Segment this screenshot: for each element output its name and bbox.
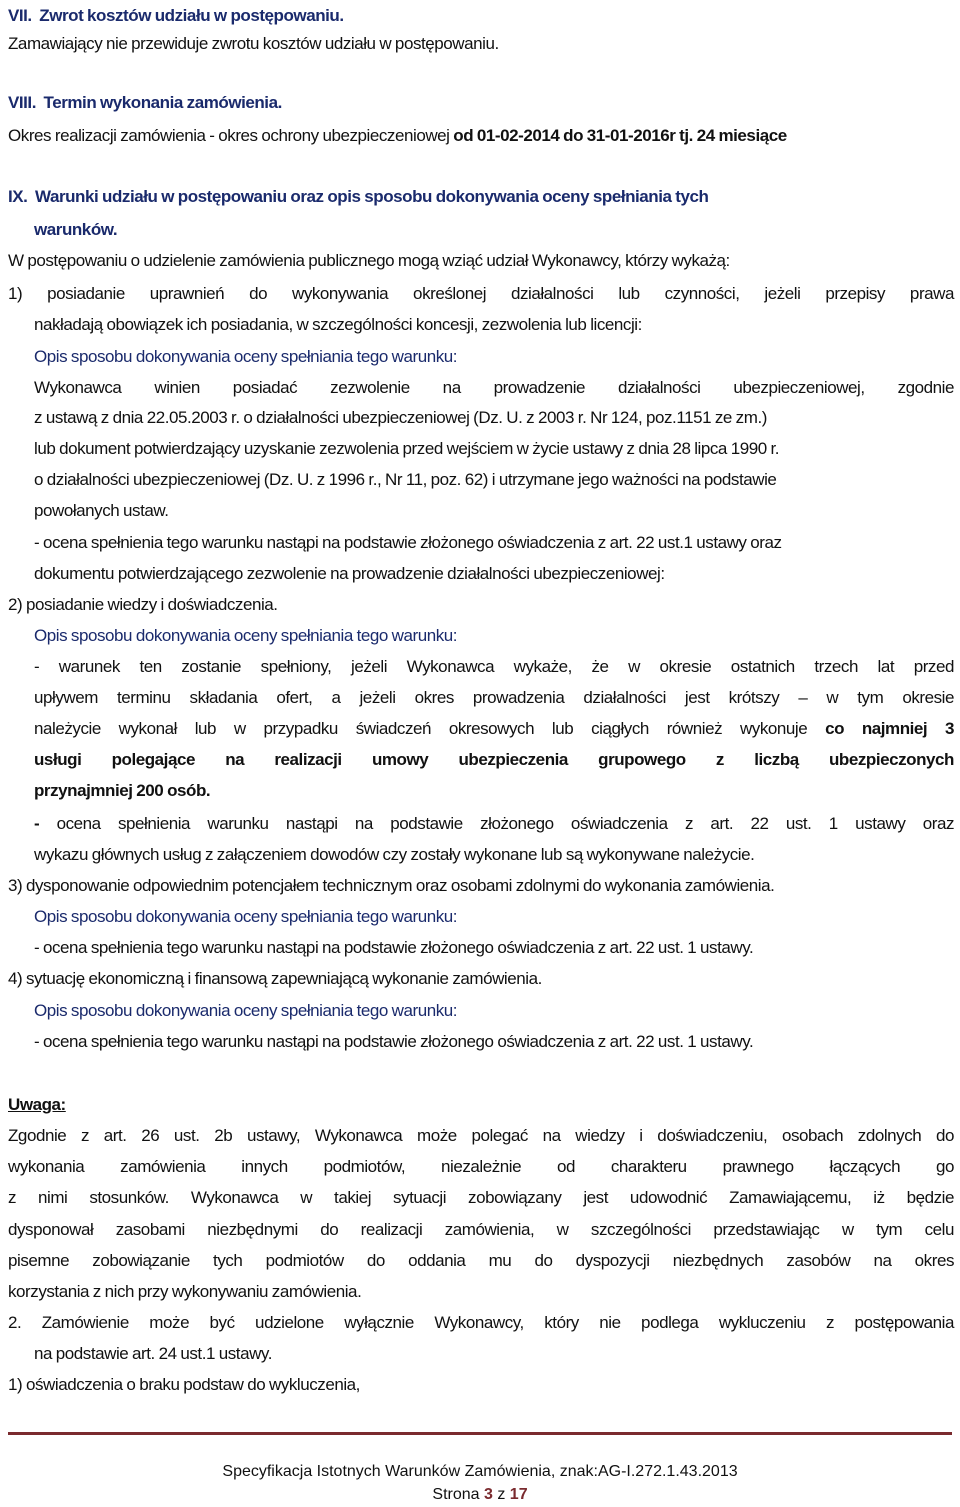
section-viii-text-bold: od 01-02-2014 do 31-01-2016r tj. 24 miesiące — [453, 126, 787, 145]
condition-2-assess-3-bold: co najmniej 3 — [825, 719, 955, 738]
footer-rule — [8, 1432, 952, 1435]
ix-intro: W postępowaniu o udzielenie zamówienia publicznego mogą wziąć udział Wykonawcy, którzy wykażą: — [8, 251, 730, 270]
section-ix-heading — [8, 185, 708, 209]
section-ix-number: IX. — [8, 187, 28, 206]
footer-strona-label: Strona — [432, 1486, 480, 1503]
uwaga-line-6: korzystania z nich przy wykonywaniu zamówienia. — [8, 1282, 362, 1301]
footer-z-label: z — [497, 1486, 506, 1503]
condition-2-eval-2: wykazu głównych usług z załączeniem dowodów czy zostały wykonane lub są wykonywane należycie. — [34, 845, 755, 864]
condition-2-assess-3 — [34, 717, 954, 741]
condition-1-assess-7: dokumentu potwierdzającego zezwolenie na prowadzenie działalności ubezpieczeniowej: — [34, 564, 665, 583]
condition-2-opis: Opis sposobu dokonywania oceny spełniania tego warunku: — [34, 626, 458, 645]
uwaga-point-2-line-2: na podstawie art. 24 ust.1 ustawy. — [34, 1344, 272, 1363]
footer-total-pages: 17 — [509, 1486, 528, 1503]
footer-spec: Specyfikacja Istotnych Warunków Zamówienia, znak:AG-I.272.1.43.2013 — [222, 1463, 738, 1480]
uwaga-point-2-line-1: 2. Zamówienie może być udzielone wyłącznie Wykonawcy, który nie podlega wykluczeniu z postępowania — [8, 1313, 954, 1332]
condition-1-assess-5: powołanych ustaw. — [34, 501, 169, 520]
condition-2-eval-dash: - — [34, 814, 40, 833]
condition-3-opis: Opis sposobu dokonywania oceny spełniania tego warunku: — [34, 907, 458, 926]
condition-3-assess-1: - ocena spełnienia tego warunku nastąpi na podstawie złożonego oświadczenia z art. 22 ust. 1 ustawy. — [34, 938, 754, 957]
condition-2-assess-5: przynajmniej 200 osób. — [34, 781, 211, 800]
uwaga-line-3: z nimi stosunków. Wykonawca w takiej sytuacji zobowiązany jest udowodnić Zamawiającemu, iż będzie — [8, 1188, 954, 1207]
uwaga-point-3: 1) oświadczenia o braku podstaw do wykluczenia, — [8, 1375, 360, 1394]
section-vii-number: VII. — [8, 6, 32, 25]
section-ix-title-line2: warunków. — [34, 220, 118, 239]
section-ix-title-line1: Warunki udziału w postępowaniu oraz opis sposobu dokonywania oceny spełniania tych — [34, 187, 709, 206]
condition-4-opis: Opis sposobu dokonywania oceny spełniania tego warunku: — [34, 1001, 458, 1020]
uwaga-line-2: wykonania zamówienia innych podmiotów, niezależnie od charakteru prawnego łączących go — [8, 1157, 954, 1176]
uwaga-line-4: dysponował zasobami niezbędnymi do realizacji zamówienia, w szczególności przedstawiając w tym celu — [8, 1220, 954, 1239]
section-viii-text — [8, 124, 787, 148]
section-vii-title: Zwrot kosztów udziału w postępowaniu. — [39, 6, 344, 25]
condition-2-assess-4: usługi polegające na realizacji umowy ubezpieczenia grupowego z liczbą ubezpieczonych — [34, 750, 954, 769]
condition-1-opis: Opis sposobu dokonywania oceny spełniania tego warunku: — [34, 347, 458, 366]
condition-2-assess-1: - warunek ten zostanie spełniony, jeżeli Wykonawca wykaże, że w okresie ostatnich trzech lat przed — [34, 657, 954, 676]
condition-2-assess-3-plain: należycie wykonał lub w przypadku świadczeń okresowych lub ciągłych również wykonuje — [34, 719, 826, 738]
footer-page-number — [0, 1486, 960, 1504]
uwaga-line-5: pisemne zobowiązanie tych podmiotów do oddania mu do dyspozycji niezbędnych zasobów na okres — [8, 1251, 954, 1270]
condition-1-line2: nakładają obowiązek ich posiadania, w szczególności koncesji, zezwolenia lub licencji: — [34, 315, 642, 334]
condition-1-line1: 1) posiadanie uprawnień do wykonywania określonej działalności lub czynności, jeżeli przepisy prawa — [8, 284, 954, 303]
condition-3: 3) dysponowanie odpowiednim potencjałem technicznym oraz osobami zdolnymi do wykonania zamówienia. — [8, 876, 775, 895]
uwaga-heading: Uwaga: — [8, 1095, 66, 1114]
section-viii-text-plain: Okres realizacji zamówienia - okres ochrony ubezpieczeniowej — [8, 126, 454, 145]
condition-4-assess-1: - ocena spełnienia tego warunku nastąpi na podstawie złożonego oświadczenia z art. 22 ust. 1 ustawy. — [34, 1032, 754, 1051]
section-vii-heading — [8, 4, 344, 28]
section-viii-heading — [8, 91, 282, 115]
condition-1-assess-2: z ustawą z dnia 22.05.2003 r. o działalności ubezpieczeniowej (Dz. U. z 2003 r. Nr 124, poz.1151 ze zm.) — [34, 408, 767, 427]
condition-1-assess-4: o działalności ubezpieczeniowej (Dz. U. z 1996 r., Nr 11, poz. 62) i utrzymane jego ważności na podstawie — [34, 470, 777, 489]
footer-current-page: 3 — [483, 1486, 493, 1503]
condition-2-eval-1-text: ocena spełnienia warunku nastąpi na podstawie złożonego oświadczenia z art. 22 ust. 1 ustawy oraz — [39, 814, 954, 833]
condition-1-assess-6: - ocena spełnienia tego warunku nastąpi na podstawie złożonego oświadczenia z art. 22 ust.1 ustawy oraz — [34, 533, 782, 552]
section-vii-text: Zamawiający nie przewiduje zwrotu kosztów udziału w postępowaniu. — [8, 34, 499, 53]
condition-1-assess-1: Wykonawca winien posiadać zezwolenie na prowadzenie działalności ubezpieczeniowej, zgodnie — [34, 378, 954, 397]
section-viii-number: VIII. — [8, 93, 36, 112]
condition-2-eval-1 — [34, 812, 954, 836]
condition-1-assess-3: lub dokument potwierdzający uzyskanie zezwolenia przed wejściem w życie ustawy z dnia 28 lipca 1990 r. — [34, 439, 780, 458]
section-viii-title: Termin wykonania zamówienia. — [43, 93, 282, 112]
condition-2: 2) posiadanie wiedzy i doświadczenia. — [8, 595, 278, 614]
condition-4: 4) sytuację ekonomiczną i finansową zapewniającą wykonanie zamówienia. — [8, 969, 542, 988]
condition-2-assess-2: upływem terminu składania ofert, a jeżeli okres prowadzenia działalności jest krótszy – w tym okresie — [34, 688, 954, 707]
uwaga-line-1: Zgodnie z art. 26 ust. 2b ustawy, Wykonawca może polegać na wiedzy i doświadczeniu, osobach zdolnych do — [8, 1126, 954, 1145]
